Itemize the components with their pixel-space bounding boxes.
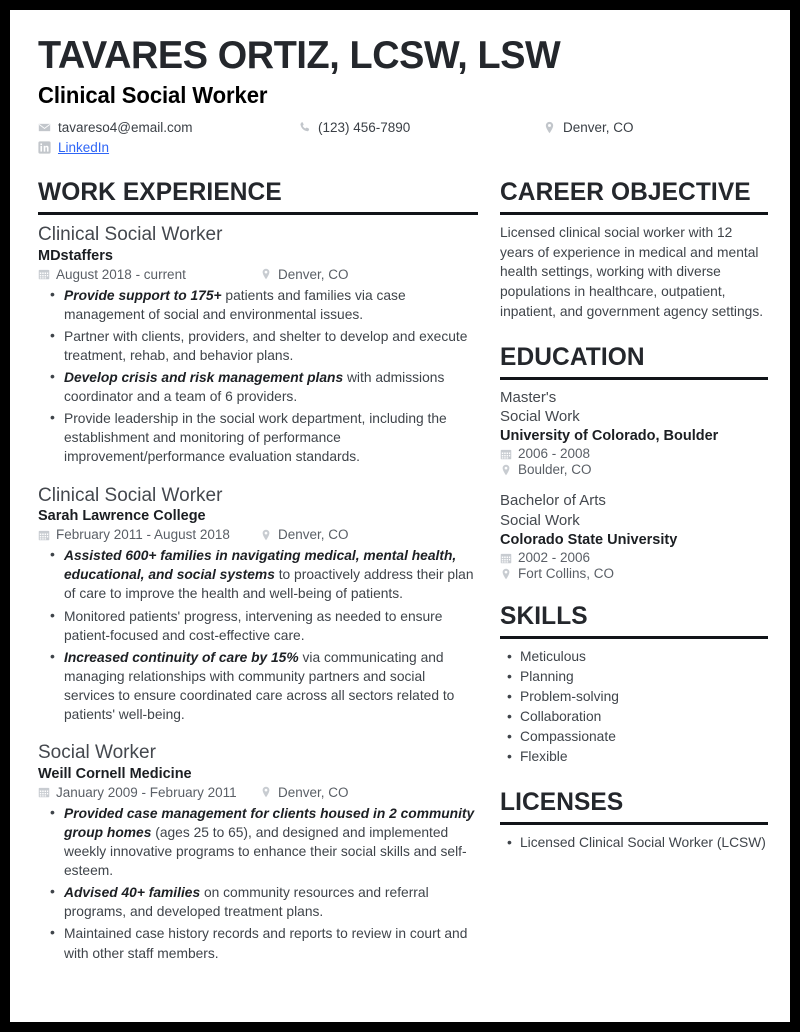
skills-list bbox=[500, 647, 768, 767]
skill-item: • Compassionate bbox=[520, 727, 768, 747]
map-pin-icon bbox=[260, 786, 272, 798]
section-divider bbox=[38, 212, 478, 215]
contact-linkedin-link[interactable]: LinkedIn bbox=[58, 139, 110, 155]
job-bullet: • Partner with clients, providers, and shelter to develop and execute treatment, rehab, and behavior plans. bbox=[64, 327, 478, 365]
section-education bbox=[500, 342, 768, 582]
education-entry bbox=[500, 388, 768, 478]
job-bullet: • Develop crisis and risk management plans with admissions coordinator and a team of 6 providers. bbox=[64, 368, 478, 406]
section-divider bbox=[500, 636, 768, 639]
job-bullet: • Provide leadership in the social work department, including the establishment and monitoring of performance improvement/performance evaluation standards. bbox=[64, 409, 478, 466]
candidate-name: TAVARES ORTIZ, LCSW, LSW bbox=[38, 34, 561, 77]
job-company: Sarah Lawrence College bbox=[38, 508, 206, 525]
education-location-text: Fort Collins, CO bbox=[518, 566, 615, 582]
licenses-heading: LICENSES bbox=[500, 788, 624, 817]
skills-heading: SKILLS bbox=[500, 602, 588, 631]
section-divider bbox=[500, 822, 768, 825]
education-location bbox=[500, 566, 768, 581]
contact-location-text: Denver, CO bbox=[563, 119, 634, 135]
resume-body bbox=[38, 177, 768, 966]
education-heading: EDUCATION bbox=[500, 342, 645, 371]
contact-location bbox=[543, 120, 634, 135]
education-dates bbox=[500, 550, 768, 565]
job-dates-text: January 2009 - February 2011 bbox=[56, 784, 237, 800]
candidate-job-title: Clinical Social Worker bbox=[38, 81, 268, 108]
job-title: Clinical Social Worker bbox=[38, 484, 223, 506]
job-bullet: • Advised 40+ families on community resources and referral programs, and developed treatment plans. bbox=[64, 883, 478, 921]
job-company: MDstaffers bbox=[38, 247, 113, 264]
education-field: Social Work bbox=[500, 408, 580, 426]
education-location-text: Boulder, CO bbox=[518, 462, 592, 478]
job-title: Social Worker bbox=[38, 742, 156, 764]
calendar-icon bbox=[500, 552, 512, 564]
section-skills bbox=[500, 601, 768, 767]
section-work-experience bbox=[38, 177, 478, 963]
map-pin-icon bbox=[260, 529, 272, 541]
job-meta bbox=[38, 785, 478, 800]
job-bullet-list bbox=[38, 286, 478, 467]
map-pin-icon bbox=[260, 268, 272, 280]
calendar-icon bbox=[38, 268, 50, 280]
job-bullet: • Assisted 600+ families in navigating medical, mental health, educational, and social systems to proactively address their plan of care to improve the health and well-being of patients. bbox=[64, 546, 478, 603]
envelope-icon bbox=[38, 121, 51, 134]
job-dates bbox=[38, 527, 260, 542]
education-location bbox=[500, 462, 768, 477]
linkedin-icon bbox=[38, 141, 51, 154]
skill-item: • Meticulous bbox=[520, 647, 768, 667]
job-location bbox=[260, 527, 349, 542]
contact-email[interactable] bbox=[38, 120, 298, 135]
job-location-text: Denver, CO bbox=[278, 266, 349, 282]
contact-row-primary bbox=[38, 120, 768, 135]
map-pin-icon bbox=[500, 568, 512, 580]
job-title: Clinical Social Worker bbox=[38, 223, 223, 245]
contact-linkedin[interactable] bbox=[38, 140, 109, 155]
calendar-icon bbox=[500, 448, 512, 460]
calendar-icon bbox=[38, 786, 50, 798]
job-meta bbox=[38, 527, 478, 542]
job-location bbox=[260, 267, 349, 282]
phone-icon bbox=[298, 121, 311, 134]
section-career-objective bbox=[500, 177, 768, 322]
job-location bbox=[260, 785, 349, 800]
resume-page bbox=[10, 10, 790, 1022]
resume-header bbox=[38, 36, 768, 155]
education-field: Social Work bbox=[500, 512, 580, 530]
job-dates-text: August 2018 - current bbox=[56, 266, 186, 282]
education-school: University of Colorado, Boulder bbox=[500, 428, 719, 445]
career-objective-text: Licensed clinical social worker with 12 years of experience in medical and mental health settings, working with diverse populations in healthcare, outpatient, inpatient, and government agency settings. bbox=[500, 224, 764, 319]
skill-item: • Planning bbox=[520, 667, 768, 687]
job-dates bbox=[38, 785, 260, 800]
right-column bbox=[500, 177, 768, 853]
map-pin-icon bbox=[500, 464, 512, 476]
section-divider bbox=[500, 377, 768, 380]
work-experience-list bbox=[38, 223, 478, 963]
job-bullet: • Increased continuity of care by 15% via communicating and managing relationships with community partners and social services to ensure coordinated care across all sectors related to patients' well-being. bbox=[64, 648, 478, 724]
job-bullet: • Monitored patients' progress, intervening as needed to ensure patient-focused and cost-effective care. bbox=[64, 607, 478, 645]
work-experience-entry bbox=[38, 223, 478, 467]
job-bullet-list bbox=[38, 804, 478, 963]
work-experience-entry bbox=[38, 484, 478, 725]
calendar-icon bbox=[38, 529, 50, 541]
job-dates-text: February 2011 - August 2018 bbox=[56, 527, 230, 543]
job-location-text: Denver, CO bbox=[278, 784, 349, 800]
job-meta bbox=[38, 267, 478, 282]
map-pin-icon bbox=[543, 121, 556, 134]
education-school: Colorado State University bbox=[500, 532, 678, 549]
education-list bbox=[500, 388, 768, 582]
left-column bbox=[38, 177, 500, 966]
education-entry bbox=[500, 491, 768, 581]
education-dates bbox=[500, 446, 768, 461]
job-location-text: Denver, CO bbox=[278, 527, 349, 543]
job-company: Weill Cornell Medicine bbox=[38, 765, 192, 782]
skill-item: • Collaboration bbox=[520, 707, 768, 727]
contact-row-secondary bbox=[38, 140, 768, 155]
contact-email-text: tavareso4@email.com bbox=[58, 119, 193, 135]
section-divider bbox=[500, 212, 768, 215]
job-bullet: • Provided case management for clients housed in 2 community group homes (ages 25 to 65), and designed and implemented weekly innovative programs to enhance their social skills and self-esteem. bbox=[64, 804, 478, 880]
job-bullet-list bbox=[38, 546, 478, 724]
licenses-list bbox=[500, 833, 768, 853]
work-experience-entry bbox=[38, 741, 478, 963]
license-item: • Licensed Clinical Social Worker (LCSW) bbox=[520, 833, 768, 853]
education-dates-text: 2002 - 2006 bbox=[518, 550, 591, 566]
contact-phone-text: (123) 456-7890 bbox=[318, 119, 411, 135]
job-bullet: • Provide support to 175+ patients and families via case management of social and environmental issues. bbox=[64, 286, 478, 324]
section-licenses bbox=[500, 787, 768, 853]
education-dates-text: 2006 - 2008 bbox=[518, 446, 591, 462]
contact-phone[interactable] bbox=[298, 120, 543, 135]
education-degree: Master's bbox=[500, 388, 557, 406]
skill-item: • Problem-solving bbox=[520, 687, 768, 707]
job-bullet: • Maintained case history records and reports to review in court and with other staff members. bbox=[64, 924, 478, 962]
skill-item: • Flexible bbox=[520, 747, 768, 767]
career-objective-heading: CAREER OBJECTIVE bbox=[500, 177, 751, 206]
education-degree: Bachelor of Arts bbox=[500, 492, 606, 510]
work-experience-heading: WORK EXPERIENCE bbox=[38, 177, 282, 206]
job-dates bbox=[38, 267, 260, 282]
